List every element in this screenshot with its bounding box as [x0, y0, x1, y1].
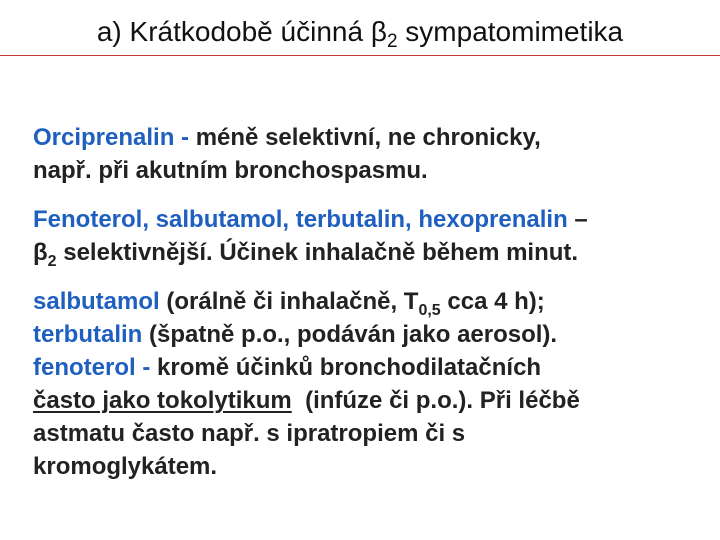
paragraph-fenoterol-group — [33, 203, 693, 269]
beta-symbol: β — [370, 16, 387, 47]
beta-subscript: 2 — [47, 253, 57, 270]
p3-line-5: astmatu často např. s ipratropiem či s — [33, 420, 466, 447]
p3-line-1-text-b: cca 4 h); — [440, 288, 545, 315]
p2-line-1 — [33, 203, 693, 236]
p3-line-2-text: (špatně p.o., podáván jako aerosol). — [142, 321, 558, 348]
drug-list: Fenoterol, salbutamol, terbutalin, hexoprenalin — [33, 206, 568, 233]
title-divider — [0, 55, 720, 56]
p3-line-2 — [33, 318, 693, 351]
p2-text: selektivnější. Účinek inhalačně během minut. — [56, 239, 579, 266]
p1-line-1 — [33, 121, 693, 154]
tocolytic-underlined: často jako tokolytikum — [33, 387, 292, 414]
drug-orciprenalin: Orciprenalin — [33, 124, 175, 151]
drug-salbutamol: salbutamol — [33, 288, 160, 315]
p3-line-6: kromoglykátem. — [33, 453, 218, 480]
paragraph-orciprenalin — [33, 121, 693, 187]
p1-text-1: méně selektivní, ne chronicky, — [195, 124, 541, 151]
title-prefix: a) Krátkodobě účinná — [96, 16, 371, 47]
p3-dash: - — [135, 354, 157, 381]
p2-line-2 — [33, 236, 693, 269]
p3-line-4-text: (infúze či p.o.). Při léčbě — [291, 387, 580, 414]
p3-line-3-text: kromě účinků bronchodilatačních — [157, 354, 542, 381]
paragraph-details — [33, 285, 693, 483]
half-life-subscript: 0,5 — [418, 302, 441, 319]
title-subscript: 2 — [386, 31, 398, 52]
drug-terbutalin: terbutalin — [33, 321, 143, 348]
p3-line-4 — [33, 384, 693, 417]
slide-title — [0, 12, 720, 52]
p3-line-1 — [33, 285, 693, 318]
drug-fenoterol: fenoterol — [33, 354, 136, 381]
p1-line-2: např. při akutním bronchospasmu. — [33, 157, 428, 184]
title-suffix: sympatomimetika — [397, 16, 624, 47]
p2-dash: – — [567, 206, 588, 233]
p1-dash: - — [174, 124, 196, 151]
p3-line-1-text-a: (orálně či inhalačně, T — [159, 288, 419, 315]
p3-line-3 — [33, 351, 693, 384]
beta-symbol: β — [33, 239, 48, 266]
